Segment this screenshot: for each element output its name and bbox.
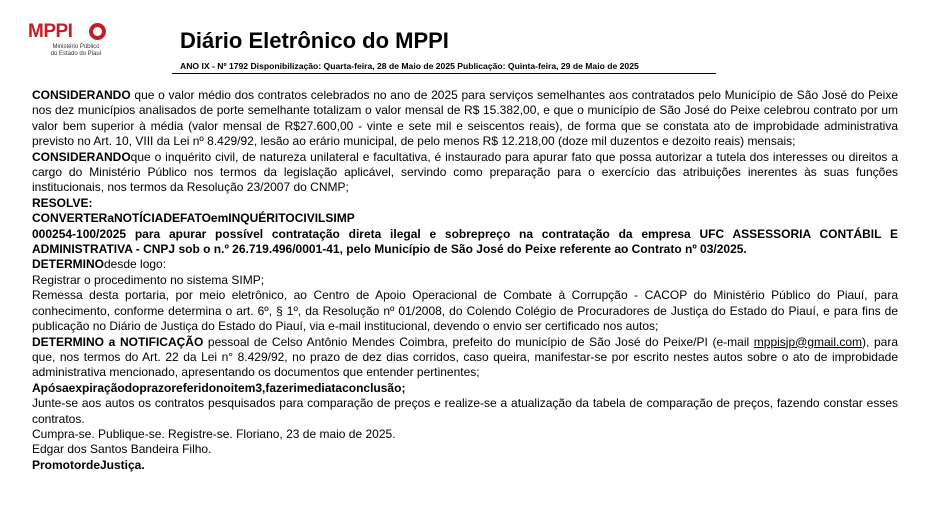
lead-considerando: CONSIDERANDO <box>32 88 131 102</box>
resolve-heading: RESOLVE: <box>32 195 93 210</box>
logo-wordmark: MPPI <box>28 21 73 42</box>
page-title: Diário Eletrônico do MPPI <box>180 28 449 53</box>
item-after-deadline: Apósaexpiraçãodoprazoreferidonoitem3,fazerimediataconclusão; <box>32 380 406 395</box>
logo-subtext: Ministério Público do Estado do Piauí <box>50 44 102 57</box>
item-contracts: Junte-se aos autos os contratos pesquisados para comparação de preços e realize-se a atualização da tabela de comparação de preços, fazendo constar esses contratos. <box>32 396 898 426</box>
header-divider <box>172 73 716 74</box>
paragraph-considerando-1: CONSIDERANDO que o valor médio dos contratos celebrados no ano de 2025 para serviços semelhantes aos contratados pelo Município de São José do Peixe nos dez municípios analisados de porte semelhante totalizam o valor mensal de R$ 15.382,00, e que o município de São José do Peixe celebrou contrato por um valor bem superior à média (valor mensal de R$27.600,00 - vinte e sete mil e seiscentos reais), de forma que se constata ato de improbidade administrativa previsto no Art. 10, VIII da Lei nº 8.429/92, lesão ao erário municipal, de pelo menos R$ 12.218,00 (doze mil duzentos e dezoito reais) mensais; <box>32 88 898 149</box>
signer-role: PromotordeJustiça. <box>32 457 145 472</box>
document-body <box>32 88 898 473</box>
item-notificacao: DETERMINO a NOTIFICAÇÃO pessoal de Celso Antônio Mendes Coimbra, prefeito do município de São José do Peixe/PI (e-mail mppisjp@gmail.com), para que, nos termos do Art. 22 da Lei n° 8.429/92, no prazo de dez dias corridos, caso queira, manifestar-se por escrito nestes autos sobre o ato de improbidade administrativa mencionado, apresentando os documentos que entender pertinentes; <box>32 334 899 380</box>
item-remessa: Remessa desta portaria, por meio eletrônico, ao Centro de Apoio Operacional de Combate à Corrupção - CACOP do Ministério Público do Piauí, para conhecimento, conforme determina o art. 6º, § 1º, da Resolução nº 01/2008, do Colendo Colégio de Procuradores de Justiça do Estado do Piauí, e para fins de publicação no Diário de Justiça do Estado do Piauí, via e-mail institucional, devendo o envio ser certificado nos autos; <box>32 288 898 334</box>
case-paragraph: 000254-100/2025 para apurar possível contratação direta ilegal e sobrepreço na contratação da empresa UFC ASSESSORIA CONTÁBIL E ADMINISTRATIVA - CNPJ sob o n.º 26.719.496/0001-41, pelo Município de São José do Peixe referente ao Contrato nº 03/2025. <box>32 226 898 257</box>
mppi-logo <box>28 20 114 64</box>
convert-line: CONVERTERaNOTÍCIADEFATOemINQUÉRITOCIVILSIMP <box>32 211 355 226</box>
seal-icon <box>89 23 106 40</box>
email-link[interactable]: mppisjp@gmail.com <box>753 334 863 349</box>
paragraph-considerando-2: CONSIDERANDOque o inquérito civil, de natureza unilateral e facultativa, é instaurado para apurar fato que possa autorizar a tutela dos interesses ou direitos a cargo do Ministério Público nos termos da legislação aplicável, servindo como preparação para o exercício das atribuições inerentes às suas funções institucionais, nos termos da Resolução 23/2007 do CNMP; <box>32 149 898 195</box>
lead-considerando: CONSIDERANDO <box>32 149 131 164</box>
item-register: Registrar o procedimento no sistema SIMP; <box>32 272 265 287</box>
closing-line: Cumpra-se. Publique-se. Registre-se. Floriano, 23 de maio de 2025. <box>32 426 396 441</box>
publication-meta: ANO IX - Nº 1792 Disponibilização: Quarta-feira, 28 de Maio de 2025 Publicação: Quinta-feira, 29 de Maio de 2025 <box>180 61 639 71</box>
signer-name: Edgar dos Santos Bandeira Filho. <box>32 442 212 457</box>
determino-line: DETERMINOdesde logo: <box>32 257 167 272</box>
